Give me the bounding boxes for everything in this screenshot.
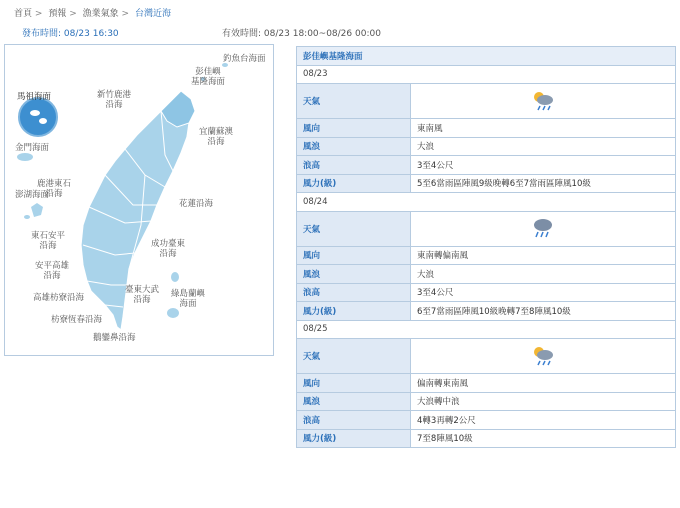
issued-value: 08/23 16:30: [63, 29, 119, 39]
label-dongshi[interactable]: 東石安平 沿海: [31, 231, 66, 251]
label-pengjia[interactable]: 彭佳嶼 基隆海面: [191, 67, 226, 87]
label-kaohsiung[interactable]: 高雄枋寮沿海: [33, 293, 85, 303]
breadcrumb: [14, 6, 171, 19]
wind-force-value: 7至8陣風10級: [411, 429, 676, 448]
wind-direction-value: 偏南轉東南風: [411, 374, 676, 393]
wind-force-label: 風力(級): [297, 302, 411, 321]
breadcrumb-separator: >: [121, 9, 130, 19]
label-kinmen[interactable]: 金門海面: [15, 143, 50, 153]
wave-height-label: 浪高: [297, 283, 411, 302]
wave-height-label: 浪高: [297, 156, 411, 175]
sun-cloud-rain-icon: [411, 84, 676, 119]
forecast-date: 08/23: [297, 65, 676, 84]
wind-direction-label: 風向: [297, 374, 411, 393]
sea-area-map: [4, 44, 274, 356]
breadcrumb-current[interactable]: 台灣近海: [134, 9, 171, 19]
label-diaoyutai[interactable]: 釣魚台海面: [223, 54, 266, 64]
breadcrumb-home[interactable]: 首頁: [14, 9, 33, 19]
wave-label: 風浪: [297, 137, 411, 156]
label-ludao[interactable]: 綠島蘭嶼 海面: [171, 289, 206, 309]
forecast-region-title: 彭佳嶼基隆海面: [297, 47, 676, 66]
label-fangliao[interactable]: 枋寮恆春沿海: [51, 315, 103, 325]
breadcrumb-fishery[interactable]: 漁業氣象: [82, 9, 119, 19]
weather-label: 天氣: [297, 211, 411, 246]
penghu-islands[interactable]: [31, 203, 43, 217]
breadcrumb-forecast[interactable]: 預報: [48, 9, 67, 19]
wind-direction-label: 風向: [297, 246, 411, 265]
label-anping[interactable]: 安平高雄 沿海: [35, 261, 70, 281]
kinmen-island[interactable]: [17, 153, 33, 161]
ludao-island[interactable]: [171, 272, 179, 282]
wave-value: 大浪: [411, 137, 676, 156]
wave-height-value: 3至4公尺: [411, 156, 676, 175]
weather-label: 天氣: [297, 84, 411, 119]
wind-force-label: 風力(級): [297, 174, 411, 193]
forecast-date: 08/24: [297, 193, 676, 212]
wave-height-value: 3至4公尺: [411, 283, 676, 302]
breadcrumb-separator: >: [34, 9, 43, 19]
label-chenggong[interactable]: 成功臺東 沿海: [151, 239, 186, 259]
label-penghu[interactable]: 澎湖海面: [15, 190, 50, 200]
label-mazu[interactable]: 馬祖海面: [17, 92, 52, 102]
forecast-date: 08/25: [297, 320, 676, 339]
issued-label: 發布時間: [22, 29, 59, 39]
wind-direction-label: 風向: [297, 119, 411, 138]
wind-force-label: 風力(級): [297, 429, 411, 448]
wave-value: 大浪轉中浪: [411, 392, 676, 411]
valid-value: 08/23 18:00~08/26 00:00: [263, 29, 381, 39]
forecast-table: [296, 46, 676, 448]
valid-time: 有效時間: 08/23 18:00~08/26 00:00: [222, 29, 381, 39]
label-eluanbi[interactable]: 鵝鑾鼻沿海: [93, 333, 136, 343]
wind-force-value: 5至6當雨區陣風9級晚轉6至7當雨區陣風10級: [411, 174, 676, 193]
label-lugang[interactable]: 鹿港東石 沿海: [37, 179, 72, 199]
lanyu-island[interactable]: [167, 308, 179, 318]
label-hualien[interactable]: 花蓮沿海: [179, 199, 214, 209]
sun-cloud-rain-icon: [411, 339, 676, 374]
label-hsinchu[interactable]: 新竹鹿港 沿海: [97, 90, 132, 110]
mazu-area[interactable]: [19, 98, 57, 136]
wave-value: 大浪: [411, 265, 676, 284]
wave-height-value: 4轉3再轉2公尺: [411, 411, 676, 430]
valid-label: 有效時間: [222, 29, 259, 39]
cloud-rain-icon: [411, 211, 676, 246]
wave-label: 風浪: [297, 392, 411, 411]
wind-direction-value: 東南風: [411, 119, 676, 138]
wind-force-value: 6至7當雨區陣風10級晚轉7至8陣風10級: [411, 302, 676, 321]
label-taitung[interactable]: 臺東大武 沿海: [125, 285, 160, 305]
weather-label: 天氣: [297, 339, 411, 374]
label-yilan[interactable]: 宜蘭蘇澳 沿海: [199, 127, 234, 147]
wave-height-label: 浪高: [297, 411, 411, 430]
issued-time: 發布時間: 08/23 16:30: [22, 29, 119, 39]
breadcrumb-separator: >: [69, 9, 77, 19]
wave-label: 風浪: [297, 265, 411, 284]
wind-direction-value: 東南轉偏南風: [411, 246, 676, 265]
